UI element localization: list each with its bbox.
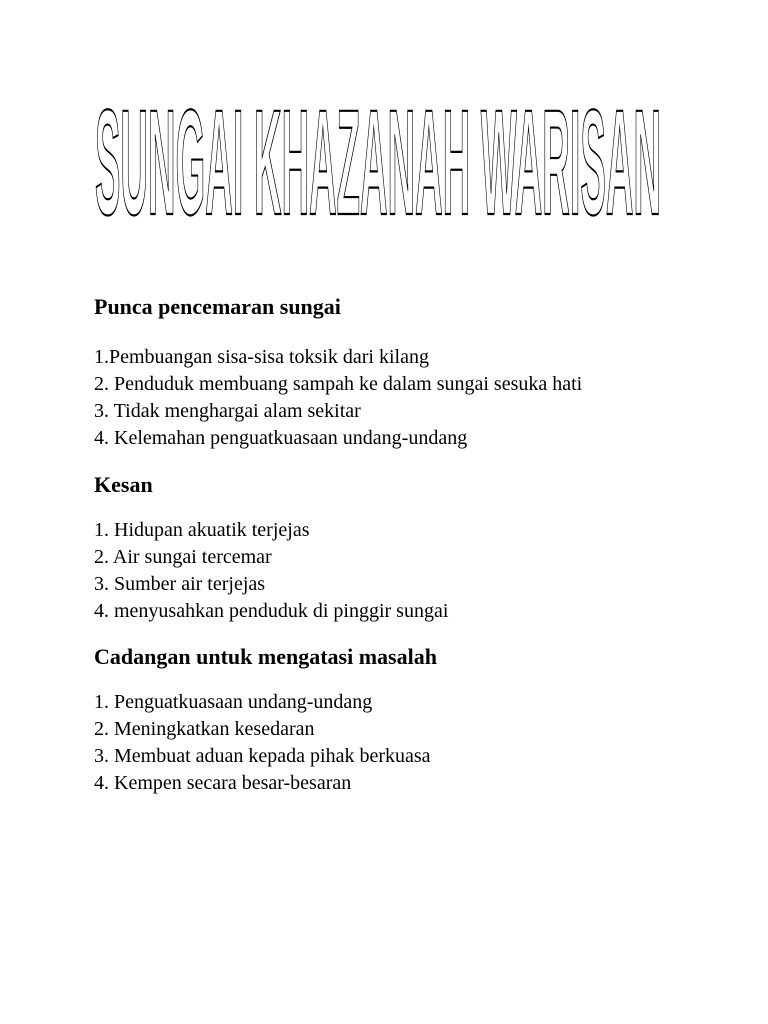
list-item: 1.Pembuangan sisa-sisa toksik dari kilang bbox=[94, 346, 429, 368]
list-item: 4. Kelemahan penguatkuasaan undang-undang bbox=[94, 427, 468, 449]
section-heading: Kesan bbox=[94, 472, 153, 497]
document-title bbox=[92, 92, 664, 232]
title-wordart bbox=[92, 92, 664, 232]
list-item: 4. Kempen secara besar-besaran bbox=[94, 772, 352, 794]
list-item: 2. Penduduk membuang sampah ke dalam sungai sesuka hati bbox=[94, 373, 583, 395]
cause-list bbox=[94, 344, 714, 452]
section-cadangan bbox=[94, 643, 714, 797]
list-item: 2. Air sungai tercemar bbox=[94, 546, 272, 568]
list-item: 3. Tidak menghargai alam sekitar bbox=[94, 400, 361, 422]
section-heading: Punca pencemaran sungai bbox=[94, 294, 341, 319]
section-heading: Cadangan untuk mengatasi masalah bbox=[94, 644, 437, 669]
list-item: 1. Hidupan akuatik terjejas bbox=[94, 519, 310, 541]
effect-list bbox=[94, 517, 714, 625]
list-item: 3. Membuat aduan kepada pihak berkuasa bbox=[94, 745, 431, 767]
list-item: 3. Sumber air terjejas bbox=[94, 573, 266, 595]
title-text: SUNGAI KHAZANAH WARISAN bbox=[95, 92, 661, 232]
list-item: 4. menyusahkan penduduk di pinggir sungai bbox=[94, 600, 449, 622]
section-punca bbox=[94, 293, 714, 452]
suggestion-list bbox=[94, 689, 714, 797]
list-item: 1. Penguatkuasaan undang-undang bbox=[94, 691, 373, 713]
section-kesan bbox=[94, 471, 714, 625]
list-item: 2. Meningkatkan kesedaran bbox=[94, 718, 315, 740]
